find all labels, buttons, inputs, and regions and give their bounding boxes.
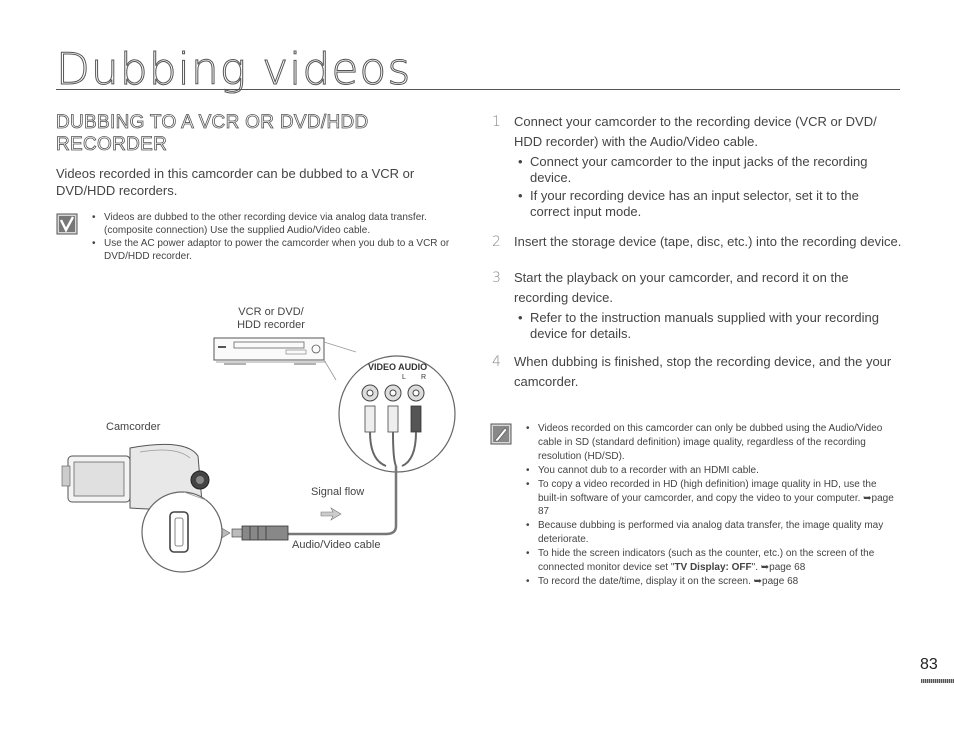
right-note-5-post: ". ➥page 68 [751, 562, 806, 574]
step-1 [492, 112, 902, 220]
step-1-text: Connect your camcorder to the recording device (VCR or DVD/ HDD recorder) with the Audio/Video cable. [514, 114, 877, 149]
step-2-number: 2 [492, 234, 501, 250]
connection-diagram [56, 290, 516, 580]
av-cable [288, 466, 396, 534]
step-1-sub-1: • Connect your camcorder to the input jacks of the recording device. [514, 154, 902, 186]
av-cable-plug [232, 526, 288, 540]
left-note-1: • Videos are dubbed to the other recording device via analog data transfer. (composite connection) Use the supplied Audio/Video cable. [90, 211, 460, 237]
step-4-number: 4 [492, 354, 501, 370]
step-2-text: Insert the storage device (tape, disc, etc.) into the recording device. [514, 234, 902, 249]
cable-label: Audio/Video cable [292, 539, 381, 551]
right-note-5 [524, 547, 900, 575]
recorder-label-line2: HDD recorder [237, 319, 305, 331]
camcorder-label: Camcorder [106, 421, 161, 433]
note-icon [56, 213, 78, 235]
recorder-label-line1: VCR or DVD/ [238, 306, 304, 318]
title-rule [56, 89, 900, 90]
steps-list [492, 112, 902, 392]
step-4 [492, 352, 902, 392]
left-channel-label: L [402, 374, 406, 381]
right-note-1: • Videos recorded on this camcorder can only be dubbed using the Audio/Video cable in SD (standard definition) image quality, regardless of the recording resolution (HD/SD). [524, 422, 900, 464]
right-note-6: • To record the date/time, display it on the screen. ➥page 68 [524, 575, 900, 589]
video-audio-label: VIDEO AUDIO [368, 362, 428, 372]
step-3-sub-1: • Refer to the instruction manuals supplied with your recording device for details. [514, 310, 902, 342]
recorder-device [214, 338, 326, 364]
page-number: 83 [920, 656, 938, 673]
right-notes [524, 422, 900, 589]
left-notes [90, 211, 460, 263]
left-note-2: • Use the AC power adaptor to power the camcorder when you dub to a VCR or DVD/HDD recorder. [90, 237, 460, 263]
section-heading-line1: DUBBING TO A VCR OR DVD/HDD [56, 112, 369, 133]
tv-display-setting: TV Display: OFF [674, 562, 752, 574]
page-title: Dubbing videos [56, 44, 412, 95]
signal-flow-arrow-icon [321, 508, 341, 520]
right-channel-label: R [421, 374, 427, 381]
step-1-number: 1 [492, 114, 501, 130]
right-note-4: • Because dubbing is performed via analog data transfer, the image quality may deteriorate. [524, 519, 900, 547]
step-1-sub [514, 154, 902, 220]
section-heading-line2: RECORDER [56, 134, 168, 155]
step-1-sub-2: • If your recording device has an input selector, set it to the correct input mode. [514, 188, 902, 220]
signal-flow-label: Signal flow [311, 486, 365, 498]
right-note-2: • You cannot dub to a recorder with an HDMI cable. [524, 464, 900, 478]
note-icon [490, 423, 512, 445]
step-3-number: 3 [492, 270, 501, 286]
step-4-text: When dubbing is finished, stop the recording device, and the your camcorder. [514, 354, 892, 389]
step-2 [492, 232, 902, 252]
intro-text: Videos recorded in this camcorder can be dubbed to a VCR or DVD/HDD recorders. [56, 166, 415, 198]
step-3 [492, 268, 902, 342]
right-note-3: • To copy a video recorded in HD (high definition) image quality in HD, use the built-in software of your camcorder, and copy the video to your computer. ➥page 87 [524, 478, 900, 520]
rca-jacks [362, 385, 424, 401]
page-number-bar [921, 679, 954, 683]
section-heading [56, 112, 456, 156]
step-3-sub [514, 310, 902, 342]
step-3-text: Start the playback on your camcorder, and record it on the recording device. [514, 270, 849, 305]
right-note-5-pre: To hide the screen indicators (such as the counter, etc.) on the screen of the connected monitor device set " [538, 548, 875, 574]
